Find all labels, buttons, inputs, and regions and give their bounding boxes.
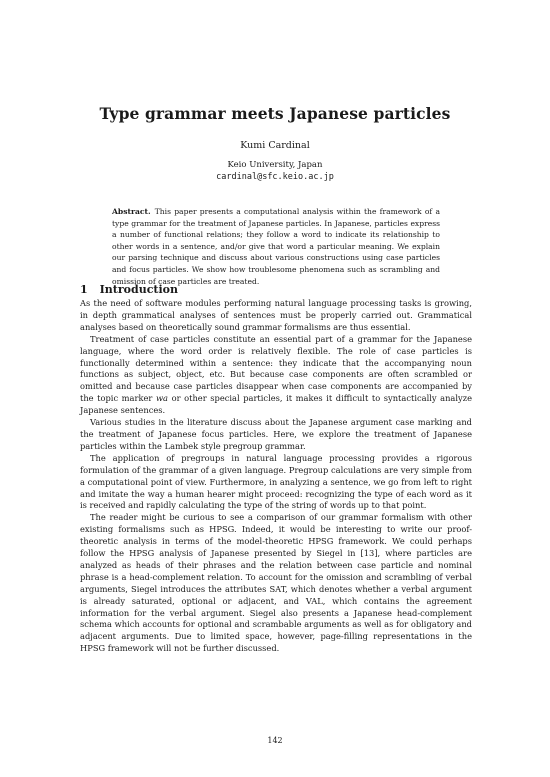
abstract-text: This paper presents a computational analysis within the framework of a type grammar for the treatment of Japanese particles. In Japanese, particles express a number of functional relations; they follow a word to indicate its relationship to other words in a sentence, and/or give that word a particular meaning. We explain our parsing technique and discuss about various constructions using case particles and focus particles. We show how troublesome phenomena such as scrambling and omission of case particles are treated. [112, 207, 440, 286]
paragraph-3: Various studies in the literature discuss about the Japanese argument case marking and the treatment of Japanese focus particles. Here, we explore the treatment of Japanese particles within the Lambek style pregroup grammar. [80, 417, 472, 451]
section-title: Introduction [99, 283, 178, 296]
section-number: 1 [80, 283, 88, 296]
section-body [80, 298, 472, 655]
paragraph-4: The application of pregroups in natural language processing provides a rigorous formulation of the grammar of a given language. Pregroup calculations are very simple from a computational point of view. Furthermore, in analyzing a sentence, we go from left to right and imitate the way a human hearer might proceed: recognizing the type of each word as it is received and rapidly calculating the type of the string of words up to that point. [80, 452, 472, 511]
author-name: Kumi Cardinal [240, 140, 310, 151]
paragraph-2-end: or other special particles, it makes it difficult to syntactically analyze Japanese sentences. [80, 393, 472, 416]
paragraph-2 [80, 334, 472, 417]
author-email: cardinal@sfc.keio.ac.jp [216, 172, 334, 182]
paragraph-1: As the need of software modules performing natural language processing tasks is growing, in depth grammatical analyses of sentences must be properly carried out. Grammatical analyses based on theoretically sound grammar formalisms are thus essential. [80, 298, 472, 332]
topic-marker-wa: wa [155, 393, 169, 404]
author-affiliation: Keio University, Japan [227, 160, 323, 170]
paper-title: Type grammar meets Japanese particles [99, 104, 451, 123]
abstract [112, 206, 440, 287]
paragraph-2-text: Treatment of case particles constitute an essential part of a grammar for the Japanese language, where the word order is relatively flexible. The role of case particles is functionally determined within a sentence: they indicate that the accompanying noun functions as subject, object, etc. But because case components are often scrambled or omitted and because case particles disappear when case components are accompanied by the topic marker [80, 333, 472, 404]
page-number: 142 [267, 736, 283, 745]
abstract-label: Abstract. [112, 207, 151, 216]
paragraph-5: The reader might be curious to see a comparison of our grammar formalism with other existing formalisms such as HPSG. Indeed, it would be interesting to write our proof-theoretic analysis in terms of the model-theoretic HPSG framework. We could perhaps follow the HPSG analysis of Japanese presented by Siegel in [13], where particles are analyzed as heads of their phrases and the relation between case particle and nominal phrase is a head-complement relation. To account for the omission and scrambling of verbal arguments, Siegel introduces the attributes SAT, which denotes whether a verbal argument is already saturated, optional or adjacent, and VAL, which contains the agreement information for the verbal argument. Siegel also presents a Japanese head-complement schema which accounts for optional and scrambable arguments as well as for obligatory and adjacent arguments. Due to limited space, however, page-filling representations in the HPSG framework will not be further discussed. [80, 512, 472, 654]
section-heading [80, 283, 178, 296]
